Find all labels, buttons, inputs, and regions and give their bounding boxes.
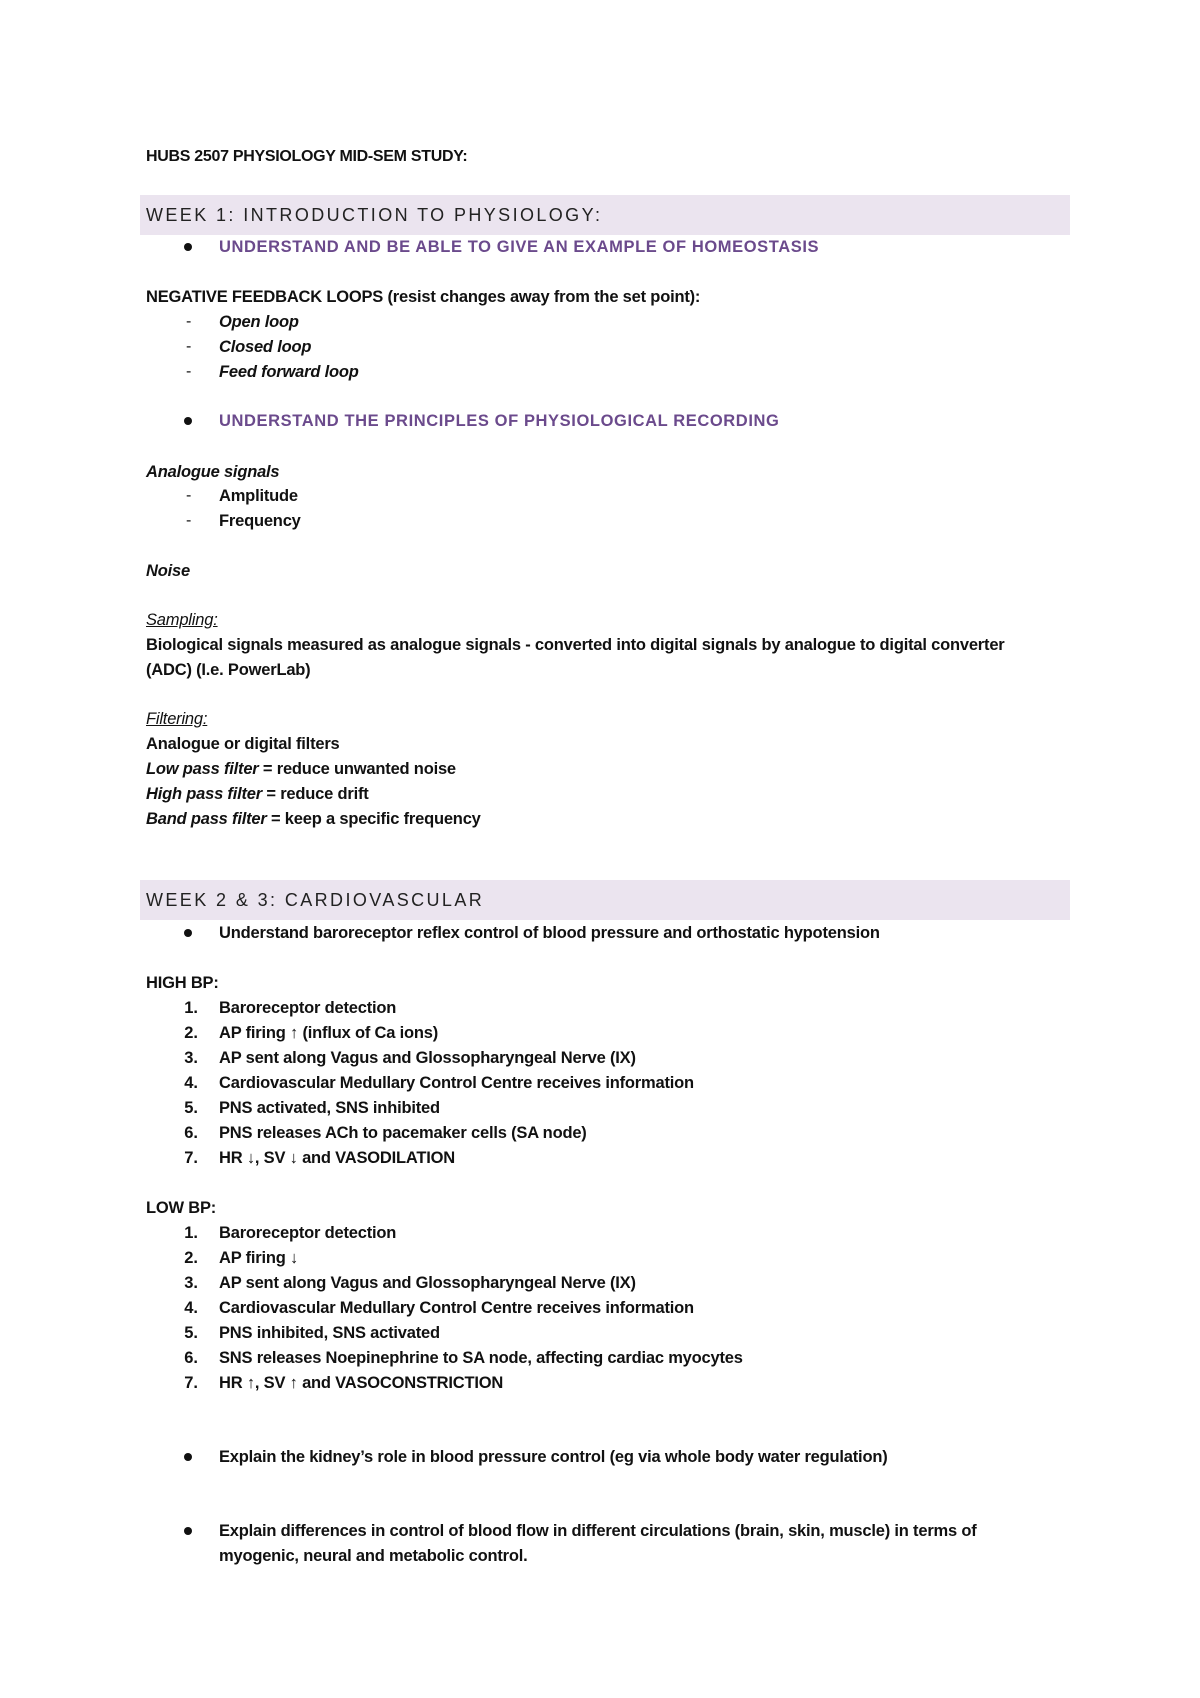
bullet-icon	[184, 1453, 192, 1461]
low-bp-step: AP firing ↓	[219, 1249, 299, 1267]
dash-icon: -	[186, 313, 192, 330]
objective-baroreceptor: Understand baroreceptor reflex control of blood pressure and orthostatic hypotension	[219, 924, 880, 942]
nfl-bold: NEGATIVE FEEDBACK LOOPS	[146, 288, 384, 306]
sampling-title: Sampling:	[146, 611, 218, 629]
high-bp-title: HIGH BP:	[146, 974, 219, 992]
list-number: 1.	[184, 1224, 198, 1242]
filter-name: High pass filter	[146, 785, 262, 803]
filter-desc: = keep a specific frequency	[266, 810, 481, 828]
low-bp-step: SNS releases Noepinephrine to SA node, affecting cardiac myocytes	[219, 1349, 743, 1367]
objective-kidney: Explain the kidney’s role in blood pressure control (eg via whole body water regulation)	[219, 1448, 888, 1466]
low-bp-step: Cardiovascular Medullary Control Centre receives information	[219, 1299, 694, 1317]
loop-item: Closed loop	[219, 338, 312, 356]
loop-item: Open loop	[219, 313, 299, 331]
noise-title: Noise	[146, 562, 190, 580]
list-number: 1.	[184, 999, 198, 1017]
list-number: 5.	[184, 1099, 198, 1117]
list-number: 5.	[184, 1324, 198, 1342]
filter-high-pass	[146, 783, 369, 805]
high-bp-step: PNS activated, SNS inhibited	[219, 1099, 440, 1117]
list-number: 6.	[184, 1124, 198, 1142]
dash-icon: -	[186, 487, 192, 504]
list-number: 3.	[184, 1274, 198, 1292]
high-bp-step: Baroreceptor detection	[219, 999, 397, 1017]
list-number: 2.	[184, 1024, 198, 1042]
dash-icon: -	[186, 512, 192, 529]
week1-heading: WEEK 1: INTRODUCTION TO PHYSIOLOGY:	[140, 195, 1070, 235]
list-number: 7.	[184, 1374, 198, 1392]
list-number: 4.	[184, 1299, 198, 1317]
bullet-icon	[184, 929, 192, 937]
filter-low-pass	[146, 758, 456, 780]
bullet-icon	[184, 1527, 192, 1535]
bullet-icon	[184, 417, 192, 425]
analogue-item: Frequency	[219, 512, 301, 530]
list-number: 6.	[184, 1349, 198, 1367]
high-bp-step: PNS releases ACh to pacemaker cells (SA node)	[219, 1124, 587, 1142]
negative-feedback-heading	[146, 286, 700, 308]
low-bp-title: LOW BP:	[146, 1199, 217, 1217]
filter-band-pass	[146, 808, 481, 830]
high-bp-step: HR ↓, SV ↓ and VASODILATION	[219, 1149, 456, 1167]
dash-icon: -	[186, 338, 192, 355]
filter-desc: = reduce unwanted noise	[258, 760, 456, 778]
list-number: 4.	[184, 1074, 198, 1092]
dash-icon: -	[186, 363, 192, 380]
low-bp-step: Baroreceptor detection	[219, 1224, 397, 1242]
objective-blood-flow-2: myogenic, neural and metabolic control.	[219, 1547, 528, 1565]
objective-homeostasis: UNDERSTAND AND BE ABLE TO GIVE AN EXAMPLE OF HOMEOSTASIS	[219, 238, 820, 256]
filter-name: Band pass filter	[146, 810, 267, 828]
filtering-text: Analogue or digital filters	[146, 735, 340, 753]
nfl-rest: (resist changes away from the set point):	[383, 288, 701, 306]
document-title: HUBS 2507 PHYSIOLOGY MID-SEM STUDY:	[146, 148, 468, 165]
sampling-text-2: (ADC) (I.e. PowerLab)	[146, 661, 311, 679]
analogue-item: Amplitude	[219, 487, 298, 505]
bullet-icon	[184, 243, 192, 251]
list-number: 3.	[184, 1049, 198, 1067]
sampling-text-1: Biological signals measured as analogue signals - converted into digital signals by analogue to digital converter	[146, 636, 1005, 654]
filtering-title: Filtering:	[146, 710, 208, 728]
loop-item: Feed forward loop	[219, 363, 359, 381]
week2-heading: WEEK 2 & 3: CARDIOVASCULAR	[140, 880, 1070, 920]
list-number: 2.	[184, 1249, 198, 1267]
high-bp-step: AP firing ↑ (influx of Ca ions)	[219, 1024, 438, 1042]
analogue-signals-title: Analogue signals	[146, 463, 280, 481]
filter-name: Low pass filter	[146, 760, 259, 778]
low-bp-step: HR ↑, SV ↑ and VASOCONSTRICTION	[219, 1374, 504, 1392]
low-bp-step: AP sent along Vagus and Glossopharyngeal Nerve (IX)	[219, 1274, 636, 1292]
high-bp-step: AP sent along Vagus and Glossopharyngeal Nerve (IX)	[219, 1049, 636, 1067]
low-bp-step: PNS inhibited, SNS activated	[219, 1324, 440, 1342]
list-number: 7.	[184, 1149, 198, 1167]
high-bp-step: Cardiovascular Medullary Control Centre receives information	[219, 1074, 694, 1092]
objective-blood-flow-1: Explain differences in control of blood flow in different circulations (brain, skin, muscle) in terms of	[219, 1522, 977, 1540]
objective-recording: UNDERSTAND THE PRINCIPLES OF PHYSIOLOGICAL RECORDING	[219, 412, 780, 430]
filter-desc: = reduce drift	[262, 785, 369, 803]
